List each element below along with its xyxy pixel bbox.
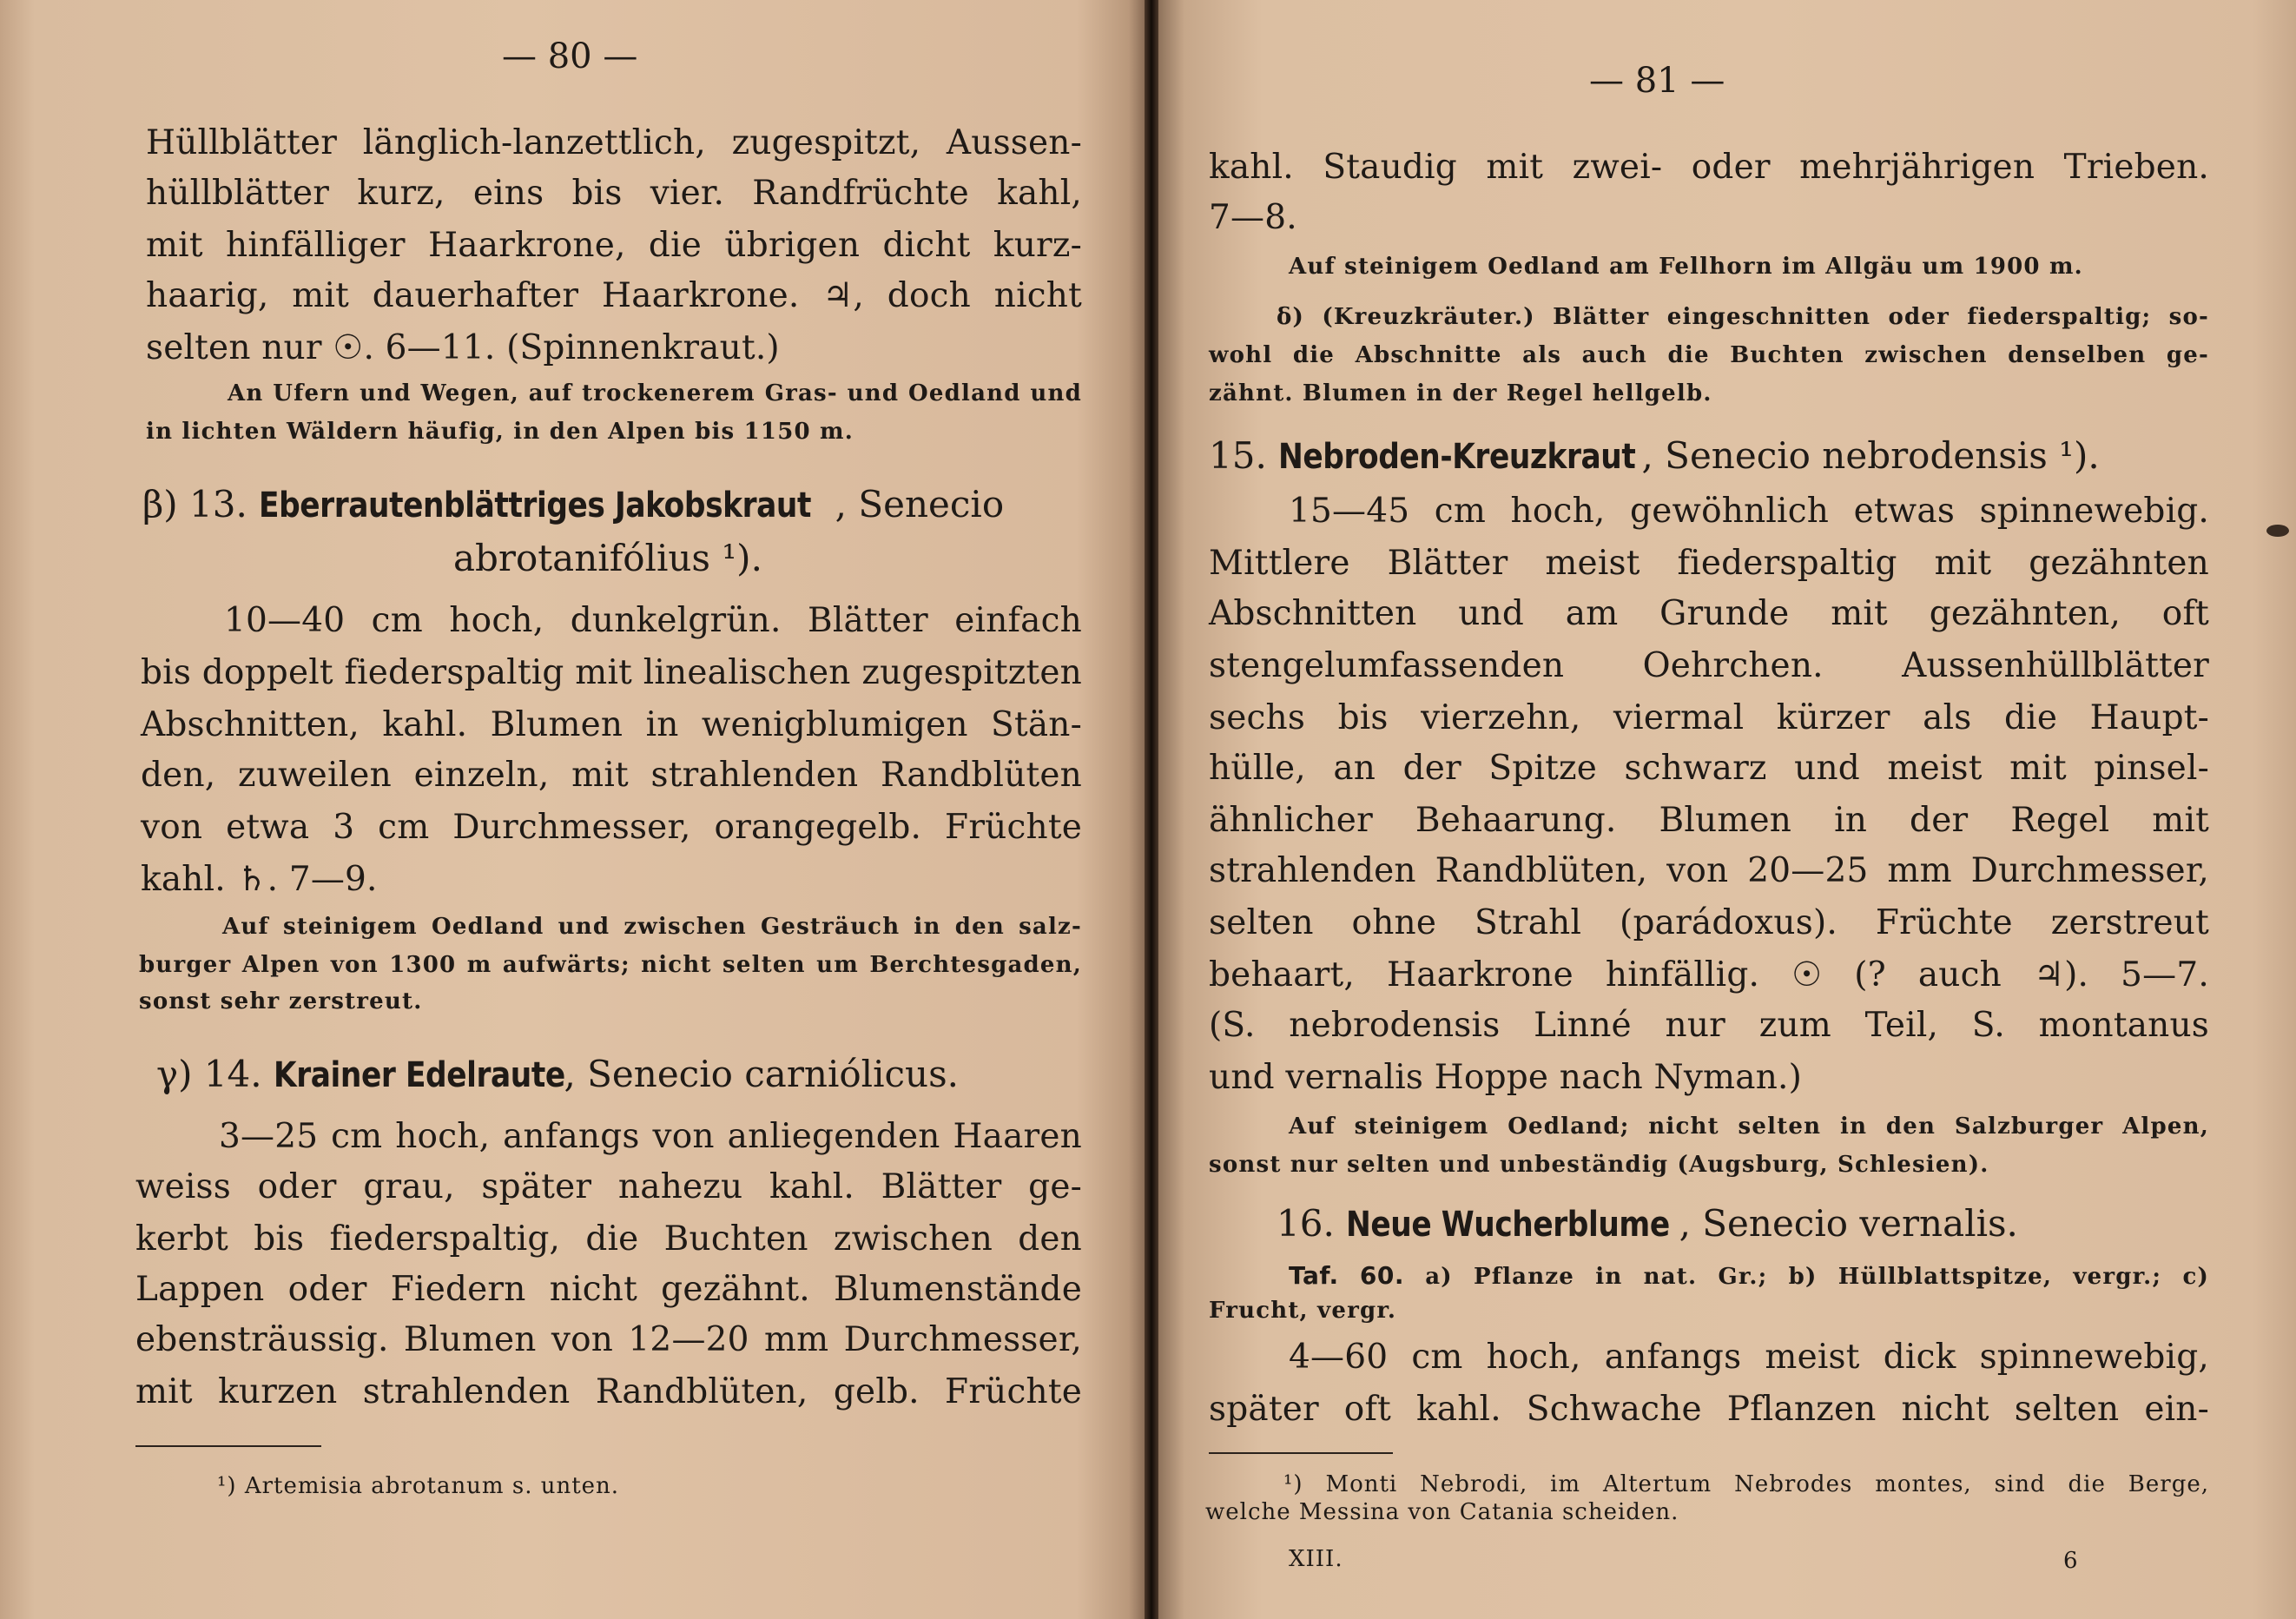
footnote-rule — [135, 1445, 321, 1447]
signature-number: 6 — [2063, 1548, 2079, 1574]
book-gutter — [1145, 0, 1158, 1619]
printer-signature: XIII. — [1289, 1546, 1343, 1572]
page-number: — 80 — — [502, 36, 638, 76]
species-heading-13-line2: abrotanifólius ¹). — [453, 537, 762, 579]
habitat-note: Auf steinigem Oedland am Fellhorn im Allgäu um 1900 m. — [1289, 254, 2083, 280]
left-page: — 80 — Hüllblätter länglich-lanzettlich, zugespitzt, Aussen- hüllblätter kurz, eins bis vier. Randfrüchte kahl, mit hinfälliger Haarkrone, die übrigen dicht kurz- haarig, mit dauerhafter Haarkrone. ♃, doch nicht selten nur ☉. 6—11. (Spinnenkraut.) An Ufern und Wegen, auf trockenerem Gras- und Oedland und in lichten Wäldern häufig, in den Alpen bis 1150 m. β) 13. Eberrautenblättriges Jakobskraut , Senecio abrotanifólius ¹). 10—40 cm hoch, dunkelgrün. Blätter einfach bis doppelt fiederspaltig mit linealischen zugespitzten Abschnitten, kahl. Blumen in wenigblumigen Stän- den, zuweilen einzeln, mit strahlenden Randblüten von etwa 3 cm Durchmesser, orangegelb. Früchte kahl. ♄. 7—9. Auf steinigem Oedland und zwischen Gesträuch in den salz- burger Alpen von 1300 m aufwärts; nicht selten um Berchtesgaden, sonst sehr zerstreut. γ) 14. Krainer Edelraute, Senecio carniólicus. 3—25 cm hoch, anfangs von anliegenden Haaren weiss oder grau, später nahezu kahl. Blätter ge- kerbt bis fiederspaltig, die Buchten zwischen den Lappen oder Fiedern nicht gezähnt. Blumenstände ebensträussig. Blumen von 12—20 mm Durchmesser, mit kurzen strahlenden Randblüten, gelb. Früchte ¹) Artemisia abrotanum s. unten. — [0, 0, 1145, 1619]
species-name: Neue Wucherblume — [1346, 1205, 1670, 1245]
footnote: ¹) Artemisia abrotanum s. unten. — [217, 1473, 620, 1499]
species-heading-14: γ) 14. Krainer Edelraute, Senecio carniólicus. — [156, 1053, 960, 1095]
plate-label: Taf. 60. — [1289, 1261, 1404, 1290]
page-number: — 81 — — [1589, 61, 1725, 101]
ink-spot — [2266, 525, 2289, 537]
species-heading-15: 15. Nebroden-Kreuzkraut , Senecio nebrodensis ¹). — [1209, 434, 2100, 477]
species-heading-16: 16. Neue Wucherblume , Senecio vernalis. — [1277, 1202, 2018, 1245]
species-heading-13: β) 13. Eberrautenblättriges Jakobskraut , Senecio — [142, 483, 1005, 525]
species-name: Nebroden-Kreuzkraut — [1278, 437, 1636, 477]
footnote-rule — [1209, 1452, 1393, 1454]
species-name: Eberrautenblättriges Jakobskraut — [259, 486, 812, 525]
species-name: Krainer Edelraute — [274, 1055, 565, 1095]
right-page: — 81 — kahl. Staudig mit zwei- oder mehrjährigen Trieben. 7—8. Auf steinigem Oedland am Fellhorn im Allgäu um 1900 m. δ) (Kreuzkräuter.) Blätter eingeschnitten oder fiederspaltig; so- wohl die Abschnitte als auch die Buchten zwischen denselben ge- zähnt. Blumen in der Regel hellgelb. 15. Nebroden-Kreuzkraut , Senecio nebrodensis ¹). 15—45 cm hoch, gewöhnlich etwas spinnewebig. Mittlere Blätter meist fiederspaltig mit gezähnten Abschnitten und am Grunde mit gezähnten, oft stengelumfassenden Oehrchen. Aussenhüllblätter sechs bis vierzehn, viermal kürzer als die Haupt- hülle, an der Spitze schwarz und meist mit pinsel- ähnlicher Behaarung. Blumen in der Regel mit strahlenden Randblüten, von 20—25 mm Durchmesser, selten ohne Strahl (parádoxus). Früchte zerstreut behaart, Haarkrone hinfällig. ☉ (? auch ♃). 5—7. (S. nebrodensis Linné nur zum Teil, S. montanus und vernalis Hoppe nach Nyman.) Auf steinigem Oedland; nicht selten in den Salzburger Alpen, sonst nur selten und unbeständig (Augsburg, Schlesien). 16. Neue Wucherblume , Senecio vernalis. Taf. 60. a) Pflanze in nat. Gr.; b) Hüllblattspitze, vergr.; c) Frucht, vergr. 4—60 cm hoch, anfangs meist dick spinnewebig, später oft kahl. Schwache Pflanzen nicht selten ein- ¹) Monti Nebrodi, im Altertum Nebrodes montes, sind die Berge, welche Messina von Catania scheiden. XIII. 6 — [1158, 0, 2296, 1619]
